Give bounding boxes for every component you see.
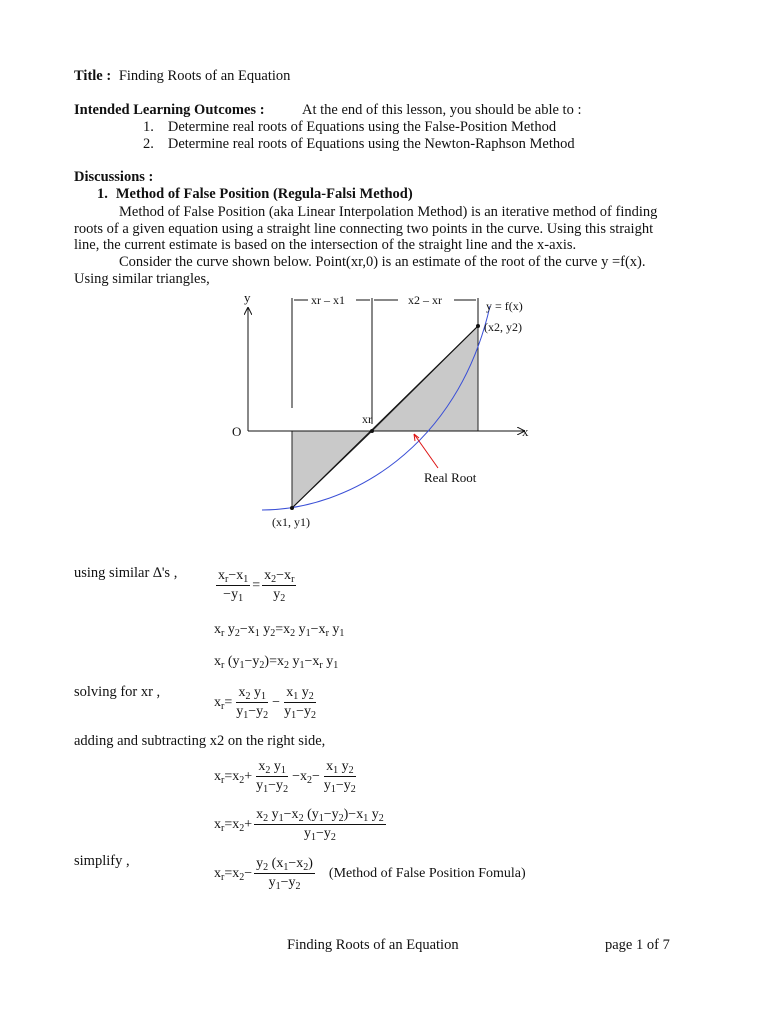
footer-page-number: page 1 of 7	[605, 937, 670, 953]
curve-label: y = f(x)	[486, 299, 523, 313]
dim-2-label: x2 – xr	[408, 293, 442, 307]
page-title-row	[74, 68, 290, 85]
point-2-label: (x2, y2)	[484, 320, 522, 334]
false-position-figure	[228, 288, 540, 534]
equation-factor: $x_r$ $(y_1-y_2)=x_2$ $y_1-x_r$ $y_1$	[214, 654, 339, 671]
origin-label: O	[232, 424, 242, 439]
equation-solve-xr: $x_r=$ $\frac{x_2 y_1}{y_1-y_2}$ − $\frac{x_1 y_2}{y_1-y_2}$	[214, 685, 316, 721]
label-adding: adding and subtracting x2 on the right side,	[74, 733, 326, 749]
paragraph-1: Method of False Position (aka Linear Interpolation Method) is an iterative method of finding roots of a given equation using a straight line connecting two points in the curve. Using this straight line, the current estimate is based on the intersection of the straight line and the x-axis.	[74, 204, 658, 253]
equation-combine: $x_r=x_2+$ $\frac{x_2 y_1-x_2 (y_1-y_2)-x_1 y_2}{y_1-y_2}$	[214, 807, 384, 843]
page-title: Finding Roots of an Equation	[118, 68, 291, 84]
label-solving: solving for xr ,	[74, 684, 161, 700]
equation-similar-triangles: $\frac{x_r-x_1}{-y_1}$ = $\frac{x_2-x_r}{y_2}$	[218, 568, 295, 604]
ilo-intro: At the end of this lesson, you should be able to :	[302, 102, 582, 118]
equation-add-subtract: $x_r=x_2+$ $\frac{x_2 y_1}{y_1-y_2}$ $-x_2-$ $\frac{x_1 y_2}{y_1-y_2}$	[214, 759, 356, 795]
y-axis-label: y	[244, 290, 251, 305]
point-2	[476, 324, 480, 328]
formula-note: (Method of False Position Fomula)	[328, 865, 526, 881]
footer-title: Finding Roots of an Equation	[287, 937, 459, 953]
discussions-heading: Discussions :	[74, 169, 154, 185]
dim-1-label: xr – x1	[311, 293, 345, 307]
label-similar: using similar ∆'s ,	[74, 565, 178, 581]
title-label: Title :	[74, 68, 112, 84]
real-root-label: Real Root	[424, 470, 477, 485]
ilo-item-2: 2. Determine real roots of Equations using the Newton-Raphson Method	[143, 136, 575, 152]
point-1	[290, 506, 294, 510]
equation-cross-multiply: $x_r$ $y_2-x_1$ $y_2=x_2$ $y_1-x_r$ $y_1$	[214, 622, 345, 639]
ilo-label: Intended Learning Outcomes :	[74, 102, 265, 118]
ilo-item-1: 1. Determine real roots of Equations using the False-Position Method	[143, 119, 557, 135]
xr-label: xr	[362, 412, 372, 426]
equation-false-position-formula: $x_r=x_2-$ $\frac{y_2 (x_1-x_2)}{y_1-y_2}$ (Method of False Position Fomula)	[214, 856, 526, 892]
section-heading: 1. Method of False Position (Regula-Falsi Method)	[97, 186, 413, 202]
point-xr	[370, 429, 374, 433]
x-axis-label: x	[522, 424, 529, 439]
real-root-arrow	[414, 434, 438, 468]
point-1-label: (x1, y1)	[272, 515, 310, 529]
paragraph-2: Consider the curve shown below. Point(xr,0) is an estimate of the root of the curve y =f(x). Using similar triangles,	[74, 254, 646, 287]
label-simplify: simplify ,	[74, 853, 130, 869]
